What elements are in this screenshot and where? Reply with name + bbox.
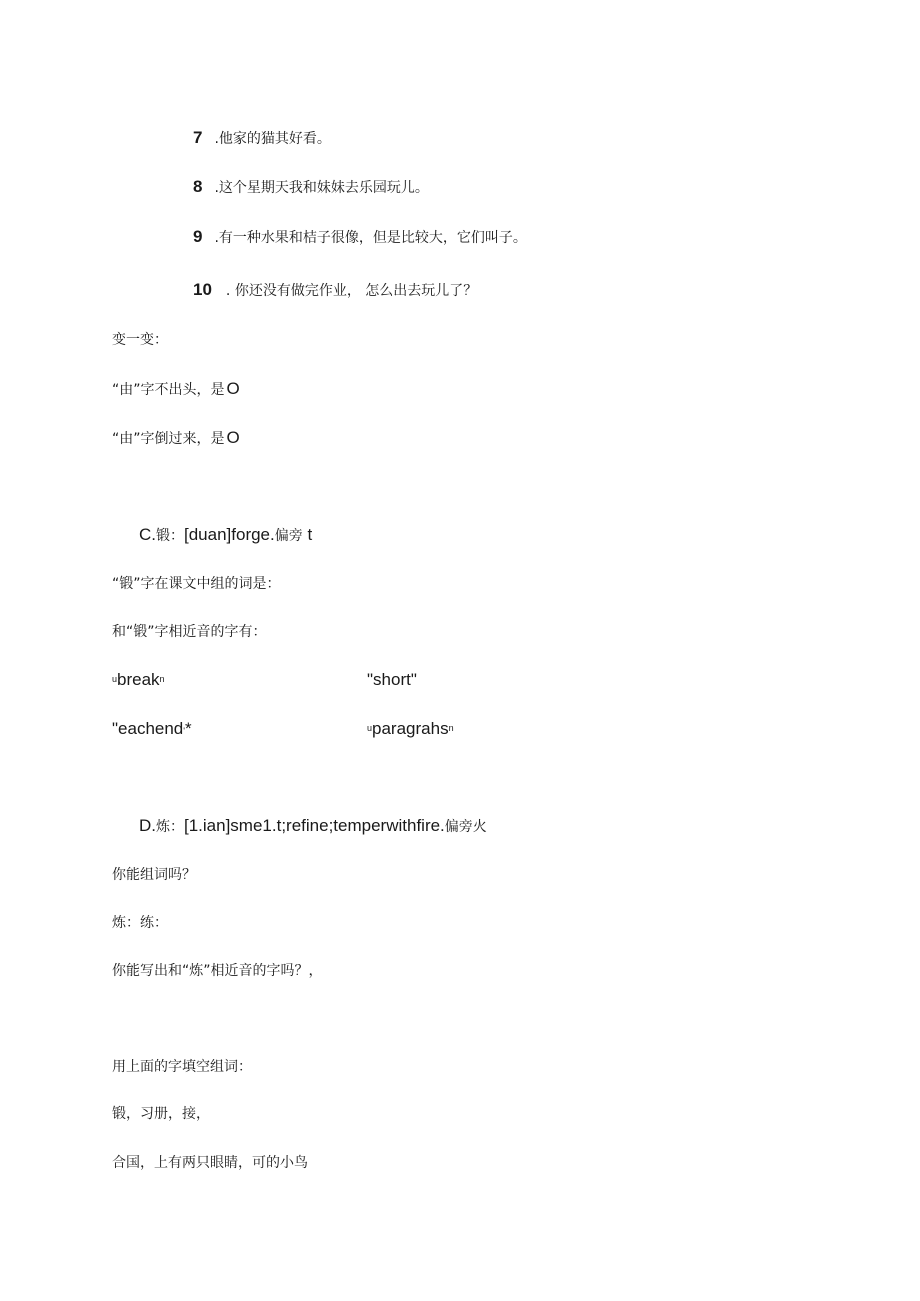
- item-number: 9: [193, 227, 203, 246]
- section-d-question-1: 你能组词吗？: [112, 867, 196, 883]
- item-text: .他家的猫其好看。: [214, 131, 331, 147]
- answer-blank-mark: O: [226, 379, 240, 398]
- heading-radical: 偏旁火: [444, 819, 487, 835]
- section-c-question-2: 和“锻”字相近音的字有：: [112, 624, 267, 640]
- heading-definition: [1.ian]sme1.t;refine;temperwithfire.: [184, 816, 445, 835]
- word-break: [112, 670, 165, 691]
- word-text: break: [117, 670, 160, 689]
- item-text: .有一种水果和桔子很像，但是比较大，它们叫子。: [214, 230, 527, 246]
- word-eachend: [112, 719, 192, 741]
- item-9: [193, 227, 527, 248]
- heading-radical: 偏旁: [274, 528, 303, 544]
- section-d-question-2: 炼：练：: [112, 915, 168, 931]
- item-number: 7: [193, 128, 203, 147]
- item-text: .这个星期天我和妹妹去乐园玩儿。: [214, 180, 429, 196]
- word-mark: ': [183, 726, 185, 736]
- heading-definition: [duan]forge.: [184, 525, 275, 544]
- heading-letter: D.: [139, 816, 156, 835]
- heading-letter: C.: [139, 525, 156, 544]
- bianyibian-heading: 变一变：: [112, 332, 168, 348]
- heading-char: 炼：: [156, 819, 184, 835]
- bianyibian-line-2: [112, 428, 240, 449]
- section-c-heading: [139, 525, 312, 546]
- open-quote: u: [367, 723, 373, 733]
- fill-blank-line-2: 合国，上有两只眼睛，可的小鸟: [112, 1155, 308, 1171]
- word-text: "eachend: [112, 719, 184, 738]
- item-10: [193, 280, 477, 301]
- answer-blank-mark: O: [226, 428, 240, 447]
- bianyibian-text: “由”字不出头，是: [112, 382, 225, 398]
- heading-tail: t: [302, 525, 313, 544]
- item-number: 10: [193, 280, 212, 299]
- word-text: "short": [367, 670, 417, 689]
- word-paragrahs: [367, 719, 454, 740]
- item-text: . 你还没有做完作业， 怎么出去玩儿了？: [225, 283, 478, 299]
- word-tail: *: [184, 719, 192, 738]
- close-quote: n: [448, 723, 454, 733]
- fill-blank-heading: 用上面的字填空组词：: [112, 1059, 252, 1075]
- word-short: [367, 670, 417, 691]
- section-d-heading: [139, 816, 487, 837]
- word-text: paragrahs: [372, 719, 449, 738]
- item-7: [193, 128, 331, 149]
- bianyibian-text: “由”字倒过来，是: [112, 431, 225, 447]
- section-d-question-3: 你能写出和“炼”相近音的字吗？，: [112, 963, 323, 979]
- bianyibian-line-1: [112, 379, 240, 400]
- heading-char: 锻：: [156, 528, 184, 544]
- open-quote: u: [112, 674, 118, 684]
- item-8: [193, 177, 429, 198]
- close-quote: n: [159, 674, 165, 684]
- item-number: 8: [193, 177, 203, 196]
- fill-blank-line-1: 锻，习册，接，: [112, 1106, 210, 1122]
- section-c-question-1: “锻”字在课文中组的词是：: [112, 576, 281, 592]
